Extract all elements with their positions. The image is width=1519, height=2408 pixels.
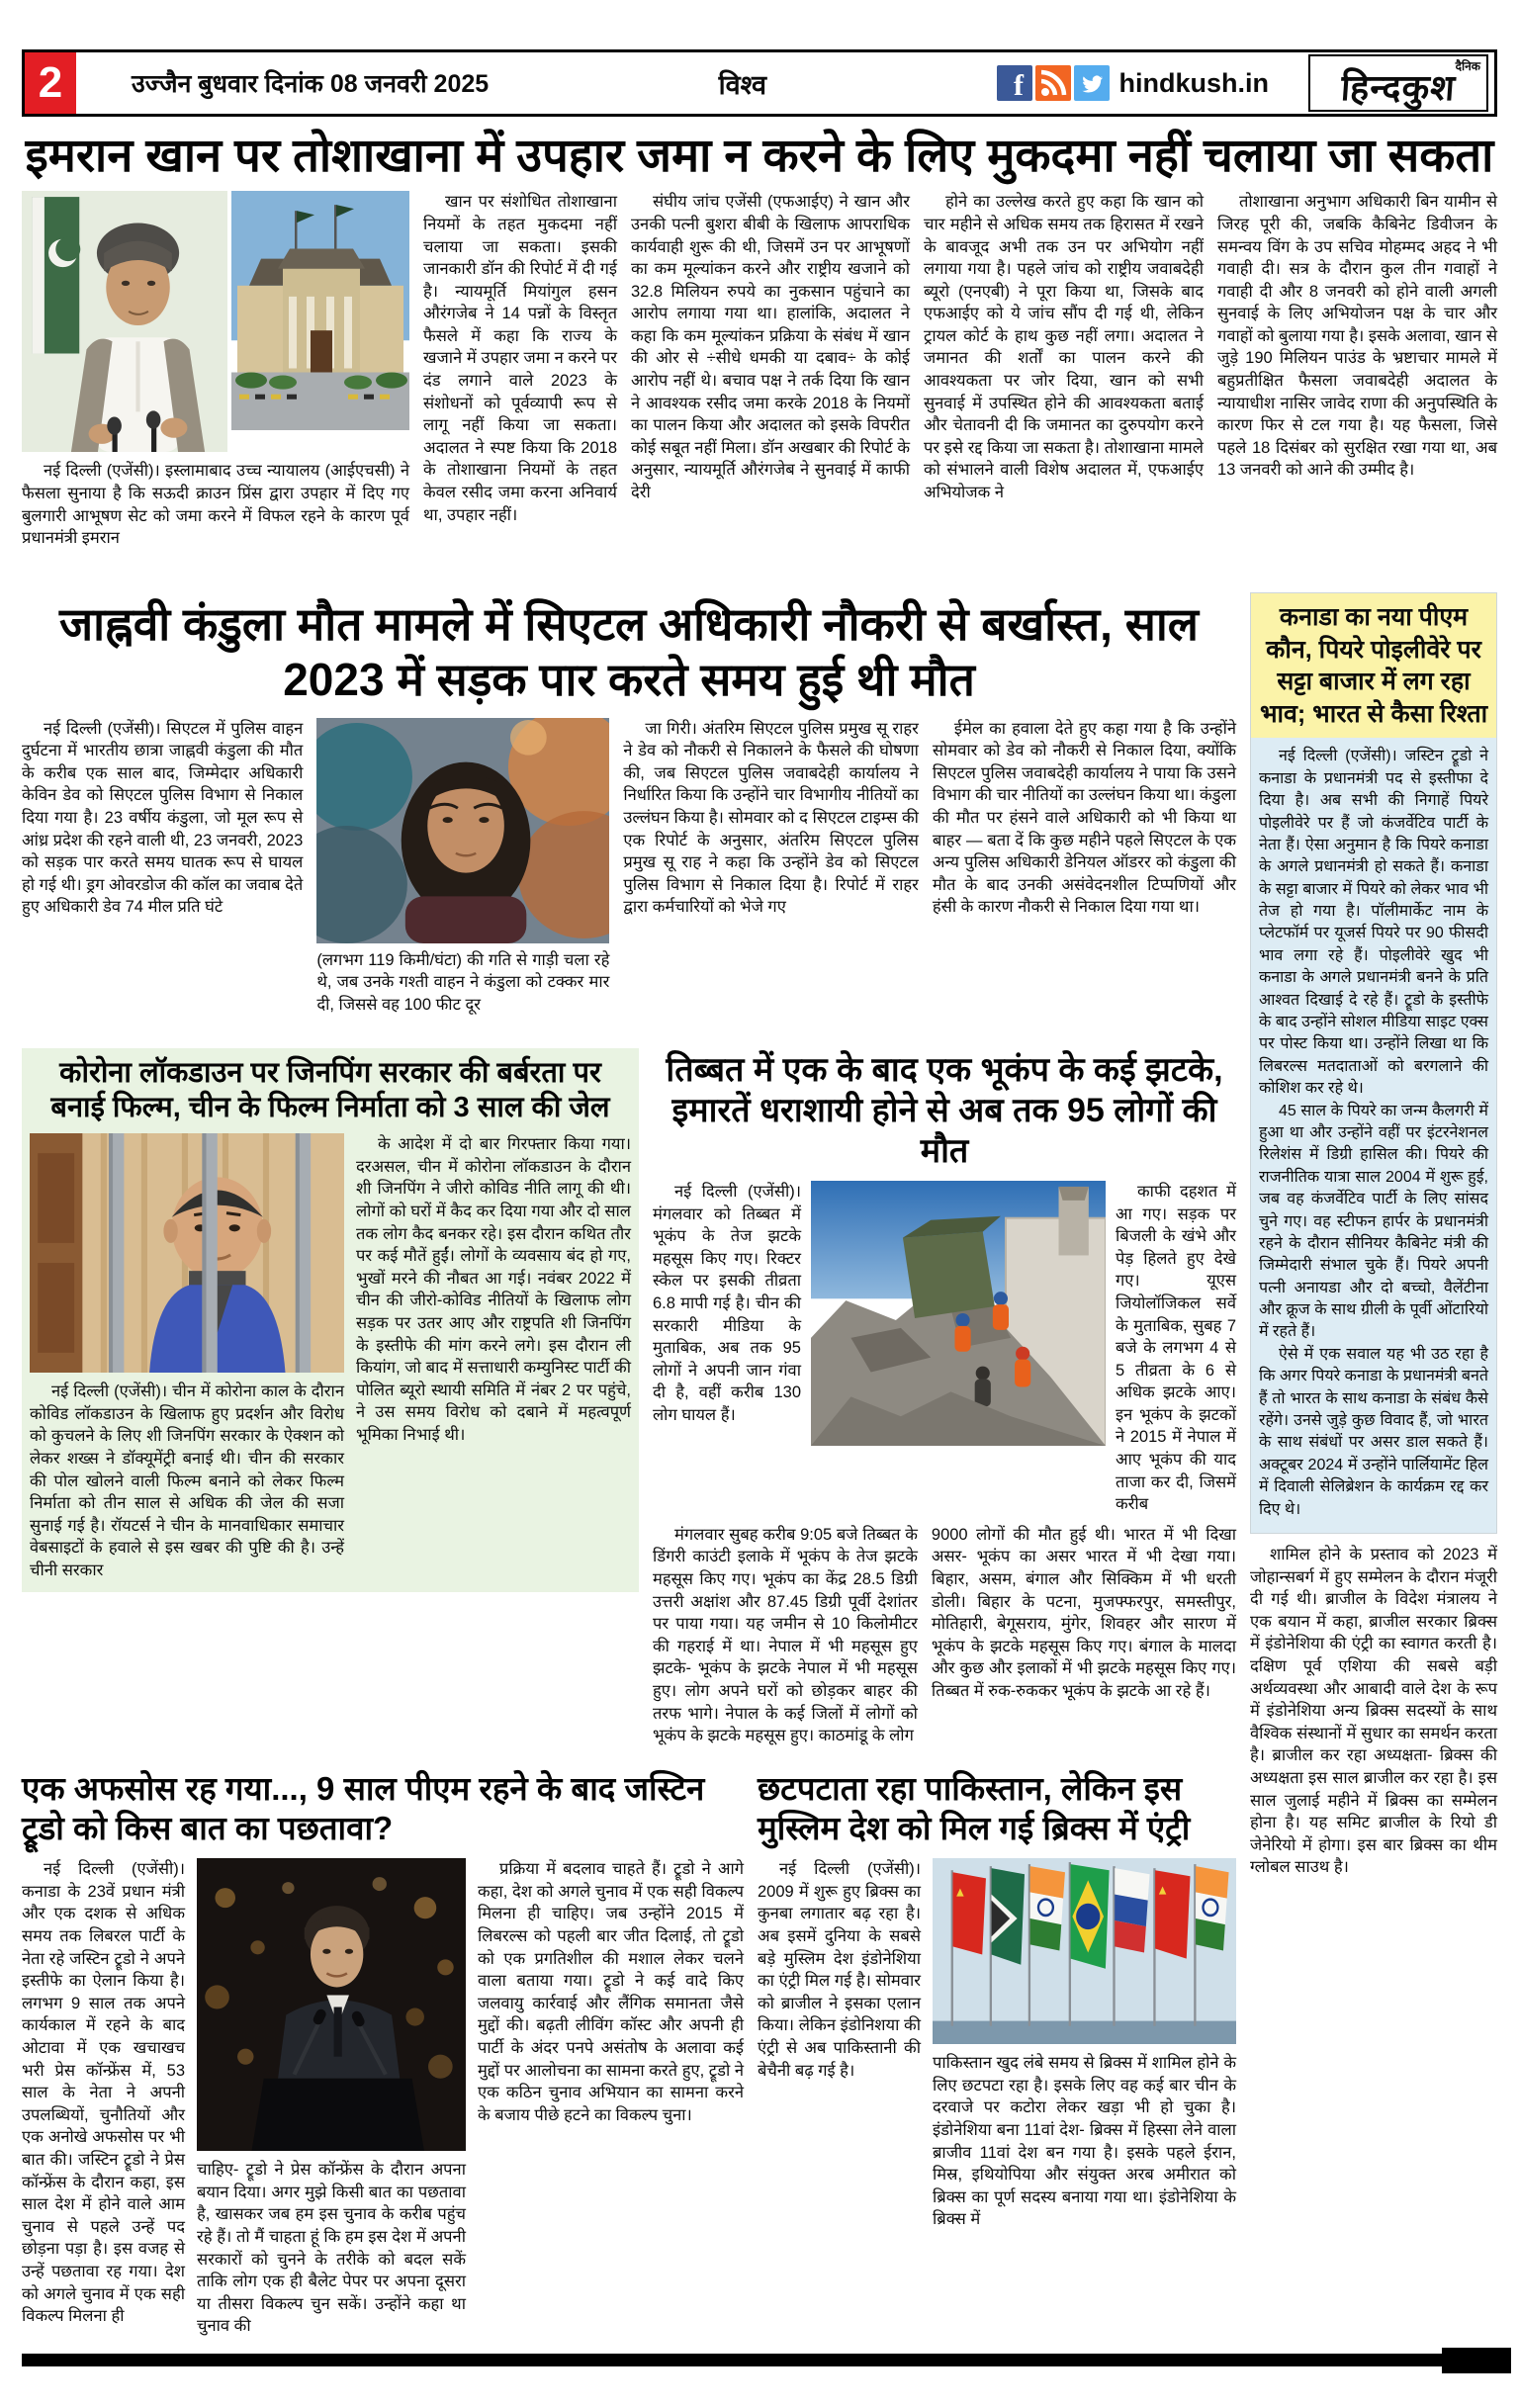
- dateline: उज्जैन बुधवार दिनांक 08 जनवरी 2025: [132, 70, 490, 98]
- islamabad-high-court-photo: [231, 191, 409, 430]
- sidebar-canada-pm: [1250, 592, 1497, 1534]
- sidebar-canada-body: नई दिल्ली (एजेंसी)। जस्टिन ट्रूडो ने कनाडा के प्रधानमंत्री पद से इस्तीफा दे दिया है। अब सभी की निगाहें पियरे पोइलीवेरे पर हैं जो कंजर्वेटिव पार्टी के नेता हैं। ऐसा अनुमान है कि पियरे कनाडा के अगले प्रधानमंत्री हो सकते हैं। कनाडा के सट्टा बाजार में पियरे को लेकर भाव भी तेज हो गया है। पॉलीमार्केट नाम के प्लेटफॉर्म पर यूजर्स पियरे पर 90 फीसदी भाव लगा रहे हैं। पोइलीवेरे खुद भी कनाडा के अगले प्रधानमंत्री बनने के प्रति आश्वत दिखाई दे रहे हैं। ट्रूडो के इस्तीफे के बाद उन्होंने सोशल मीडिया साइट एक्स पर पोस्ट किया था। उन्होंने लिखा था कि लिबरल्स मतदाताओं को बरगलाने की कोशिश कर रहे थे। 45 साल के पियरे का जन्म कैलगरी में हुआ था और उन्होंने वहीं पर इंटरनेशनल रिलेशंस में डिग्री हासिल की। पियरे की राजनीतिक यात्रा साल 2004 में शुरू हुई, जब वह कंजर्वेटिव पार्टी के लिए सांसद चुने गए। वह स्टीफन हार्पर के प्रधानमंत्री रहने के दौरान सीनियर कैबिनेट मंत्री की जिम्मेदारी संभाल चुके हैं। पियरे अपनी पत्नी अनायडा और दो बच्चो, वैलेंटीना और क्रूज के साथ ग्रीली के पूर्वी ओंटारियो में रहते हैं। ऐसे में एक सवाल यह भी उठ रहा है कि अगर पियरे कनाडा के प्रधानमंत्री बनते हैं तो भारत के साथ कनाडा के संबंध कैसे रहेंगे। उनसे जुड़े कुछ विवाद हैं, जो भारत के साथ संबंधों पर असर डाल सकते हैं। अक्टूबर 2024 में उन्होंने पार्लियामेंट हिल में दिवाली सेलिब्रेशन के कार्यक्रम रद्द कर दिए थे।: [1251, 738, 1496, 1533]
- article-trudeau-col3: प्रक्रिया में बदलाव चाहते हैं। ट्रूडो ने आगे कहा, देश को अगले चुनाव में एक सही विकल्प मिलना ही चाहिए। जब उन्होंने 2015 में लिबरल्स को पहली बार जीत दिलाई, तो ट्रूडो को एक प्रगतिशील की मशाल लेकर चलने वाला बताया गया। ट्रूडो ने कई वादे किए जलवायु कार्रवाई और लैंगिक समानता जैसे मुद्दों की। बढ़ती लीविंग कॉस्ट और अपनी ही पार्टी के अंदर पनपे असंतोष के अलावा कई मुद्दों पर आलोचना का सामना करते हुए, ट्रूडो ने एक कठिन चुनाव अभियान का सामना करने के बजाय पीछे हटने का विकल्प चुना।: [478, 1860, 744, 2124]
- tibet-earthquake-photo: [811, 1181, 1106, 1446]
- article-trudeau-regret: [22, 1763, 744, 2338]
- brics-flags-photo: [933, 1858, 1236, 2044]
- article-china-col1: नई दिल्ली (एजेंसी)। चीन में कोरोना काल के दौरान कोविड लॉकडाउन के खिलाफ हुए प्रदर्शन और विरोध को कुचलने के लिए शी जिनपिंग सरकार के ऐक्शन को लेकर शख्स ने डॉक्यूमेंट्री बनाई थी। चीन की सरकार की पोल खोलने वाली फिल्म बनाने को लेकर फिल्म निर्माता को तीन साल से अधिक की जेल की सजा सुनाई गई है। रॉयटर्स ने चीन के मानवाधिकार समाचार वेबसाइटों के हवाले से इस खबर की पुष्टि की है। उन्हें चीनी सरकार: [30, 1382, 344, 1580]
- article-imran-col1: नई दिल्ली (एजेंसी)। इस्लामाबाद उच्च न्यायालय (आईएचसी) ने फैसला सुनाया है कि सऊदी क्राउन प्रिंस द्वारा उपहार में दिए गए बुलगारी आभूषण सेट को जमा करने में विफल रहने के कारण पूर्व प्रधानमंत्री इमरान: [22, 462, 409, 548]
- masthead: [22, 49, 1497, 117]
- article-trudeau-col2: चाहिए- ट्रूडो ने प्रेस कॉन्फ्रेंस के दौरान अपना बयान दिया। अगर मुझे किसी बात का पछतावा है, खासकर जब हम इस चुनाव के करीब पहुंच रहे हैं। तो मैं चाहता हूं कि हम इस देश में अपनी सरकारों को चुनने के तरीके को बदल सकें ताकि लोग एक ही बैलेट पेपर पर अपना दूसरा या तीसरा विकल्प चुन सकें। उन्होंने कहा था चुनाव की: [197, 2161, 466, 2336]
- article-trudeau-col1: नई दिल्ली (एजेंसी)। कनाडा के 23वें प्रधान मंत्री और एक दशक से अधिक समय तक लिबरल पार्टी के नेता रहे जस्टिन ट्रूडो ने अपने इस्तीफे का ऐलान किया है। लगभग 9 साल तक अपने कार्यकाल में रहने के बाद ओटावा में एक खचाखच भरी प्रेस कॉन्फ्रेंस में, 53 साल के नेता ने अपनी उपलब्धियों, चुनौतियों और एक अनोखे अफसोस पर भी बात की। जस्टिन ट्रूडो ने प्रेस कॉन्फ्रेंस के दौरान कहा, इस साल देश में होने वाले आम चुनाव से पहले उन्हें पद छोड़ना पड़ा है। इस वजह से उन्हें पछतावा रह गया। देश को अगले चुनाव में एक सही विकल्प मिलना ही: [22, 1860, 185, 2326]
- article-tibet-below-left: मंगलवार सुबह करीब 9:05 बजे तिब्बत के डिंगरी काउंटी इलाके में भूकंप के तेज झटके महसूस किए गए। भूकंप का केंद्र 28.5 डिग्री उत्तरी अक्षांश और 87.45 डिग्री पूर्वी देशांतर पर पाया गया। यह जमीन से 10 किलोमीटर की गहराई में था। नेपाल में भी महसूस हुए झटके- भूकंप के झटके नेपाल में भी महसूस हुए। लोग अपने घरों को छोड़कर बाहर की तरफ भागे। नेपाल के कई जिलों में लोगों को भूकंप के झटके महसूस हुए। काठमांडू के लोग: [653, 1525, 918, 1745]
- facebook-icon[interactable]: [997, 65, 1032, 101]
- newspaper-logo: [1308, 54, 1488, 112]
- justin-trudeau-photo: [197, 1858, 466, 2151]
- article-imran-col4: होने का उल्लेख करते हुए कहा कि खान को चार महीने से अधिक समय तक हिरासत में रखने के बावजूद अभी तक उन पर अभियोग नहीं लगाया गया है। पहले जांच को राष्ट्रीय जवाबदेही ब्यूरो (एनएबी) ने पूरा किया था, जिसके बाद एफआईए को ये जांच सौंप दी गई थी, लेकिन ट्रायल कोर्ट के हाथ कुछ नहीं लगा। अदालत ने जमानत की शर्तों का पालन करने की आवश्यकता पर जोर दिया, खान को सभी सुनवाई में उपस्थित होने की आवश्यकता बताई और चेतावनी दी कि जमानत का दुरुपयोग करने पर इसे रद्द किया जा सकता है। तोशाखाना मामले को संभालने वाली विशेष अदालत में, एफआईए अभियोजक ने: [924, 193, 1204, 502]
- article-tibet-col1: नई दिल्ली (एजेंसी)। मंगलवार को तिब्बत में भूकंप के तेज झटके महसूस किए गए। रिक्टर स्केल पर इसकी तीव्रता 6.8 मापी गई है। चीन की सरकारी मीडिया के मुताबिक, अब तक 95 लोगों ने अपनी जान गंवा दी है, वहीं करीब 130 लोग घायल हैं।: [653, 1182, 801, 1424]
- article-tibet-col3: काफी दहशत में आ गए। सड़क पर बिजली के खंभे और पेड़ हिलते हुए देखे गए। यूएस जियोलॉजिकल सर्वे के मुताबिक, सुबह 7 बजे के लगभग 4 से 5 तीव्रता के 6 से अधिक झटके आए। इन भूकंप के झटकों ने 2015 में नेपाल में आए भूकंप की याद ताजा कर दी, जिसमें करीब: [1116, 1182, 1236, 1514]
- chinese-filmmaker-jail-photo: [30, 1133, 344, 1373]
- article-brics-col2: पाकिस्तान खुद लंबे समय से ब्रिक्स में शामिल होने के लिए छटपटा रहा है। इसके लिए वह कई बार चीन के दरवाजे पर कटोरा लेकर खड़ा भी हो चुका है। इंडोनेशिया बना 11वां देश- ब्रिक्स में हिस्सा लेने वाला ब्राजीव 11वां देश बन गया है। इसके पहले ईरान, मिस्र, इथियोपिया और संयुक्त अरब अमीरात को ब्रिक्स का पूर्ण सदस्य बनाया गया था। इंडोनेशिया के ब्रिक्स में: [933, 2054, 1236, 2229]
- page-number: 2: [25, 52, 76, 114]
- jahnavi-kandula-photo: [316, 718, 609, 943]
- article-brics-col3: शामिल होने के प्रस्ताव को 2023 में जोहान्सबर्ग में हुए सम्मेलन के दौरान मंजूरी दी गई थी। ब्राजील के विदेश मंत्रालय ने एक बयान में कहा, ब्राजील सरकार ब्रिक्स में इंडोनेशिया की एंट्री का स्वागत करती है। दक्षिण पूर्व एशिया की सबसे बड़ी अर्थव्यवस्था और आबादी वाले देश के रूप में इंडोनेशिया अन्य ब्रिक्स सदस्यों के साथ वैश्विक संस्थानों में सुधार का समर्थन करता है। ब्राजील कर रहा अध्यक्षता- ब्रिक्स की अध्यक्षता इस साल ब्राजील कर रहा है। इस साल जुलाई महीने में ब्रिक्स का सम्मेलन होना है। यह समिट ब्राजील के रियो डी जेनेरियो में होगा। इस बार ब्रिक्स का थीम ग्लोबल साउथ है।: [1250, 1546, 1497, 1877]
- article-china-filmmaker: [22, 1048, 639, 1592]
- sidebar-canada-headline: कनाडा का नया पीएम कौन, पियरे पोइलीवेरे पर सट्टा बाजार में लग रहा भाव; भारत से कैसा रिश्ता: [1251, 593, 1496, 738]
- article-jahnavi-headline: जाह्नवी कंडुला मौत मामले में सिएटल अधिकारी नौकरी से बर्खास्त, साल 2023 में सड़क पार करते समय हुई थी मौत: [59, 598, 1199, 706]
- section-title: विश्व: [718, 69, 767, 100]
- article-imran-col3: संघीय जांच एजेंसी (एफआईए) ने खान और उनकी पत्नी बुशरा बीबी के खिलाफ आपराधिक कार्यवाही शुरू की थी, जिसमें उन पर आभूषणों का कम मूल्यांकन करने और राष्ट्रीय खजाने को 32.8 मिलियन रुपये का नुकसान पहुंचाने का आरोप लगाया गया था। हालांकि, अदालत ने कहा कि कम मूल्यांकन प्रक्रिया के संबंध में खान की ओर से ÷सीधे धमकी या दबाव÷ के कोई आरोप नहीं थे। बचाव पक्ष ने तर्क दिया कि खान ने आवश्यक रसीद जमा करके 2018 के नियमों का पालन किया और अदालत को इसके विपरीत कोई सबूत नहीं मिला। डॉन अखबार की रिपोर्ट के अनुसार, न्यायमूर्ति औरंगजेब ने सुनवाई में काफी देरी: [631, 193, 910, 502]
- bottom-rule: [22, 2354, 1466, 2366]
- article-jahnavi-col3: जा गिरी। अंतरिम सिएटल पुलिस प्रमुख सू राहर ने डेव को नौकरी से निकालने के फैसले की घोषणा की, जब सिएटल पुलिस जवाबदेही कार्यालय ने निर्धारित किया कि उन्होंने चार विभागीय नीतियों का उल्लंघन किया है। सोमवार को द सिएटल टाइम्स की एक रिपोर्ट के अनुसार, अंतरिम सिएटल पुलिस प्रमुख सू राह ने कहा कि उन्होंने डेव को सिएटल पुलिस विभाग से निकाल दिया है। रिपोर्ट में राहर द्वारा कर्मचारियों को भेजे गए: [623, 719, 919, 917]
- svg-text:f: f: [1013, 69, 1024, 101]
- article-trudeau-headline: एक अफसोस रह गया..., 9 साल पीएम रहने के बाद जस्टिन ट्रूडो को किस बात का पछतावा?: [22, 1769, 705, 1847]
- site-url[interactable]: hindkush.in: [1118, 67, 1269, 98]
- article-tibet-headline: तिब्बत में एक के बाद एक भूकंप के कई झटके, इमारतें धराशायी होने से अब तक 95 लोगों की मौत: [666, 1050, 1223, 1171]
- article-jahnavi-col2: (लगभग 119 किमी/घंटा) की गति से गाड़ी चला रहे थे, जब उनके गश्ती वाहन ने कंडुला को टक्कर मार दी, जिससे वह 100 फीट दूर: [316, 950, 610, 1014]
- social-icons: [997, 65, 1110, 101]
- article-imran-col2: खान पर संशोधित तोशाखाना नियमों के तहत मुकदमा नहीं चलाया जा सकता। इसकी जानकारी डॉन की रिपोर्ट में दी गई है। न्यायमूर्ति मियांगुल हसन औरंगजेब ने 14 पन्नों के विस्तृत फैसले में कहा कि राज्य के खजाने में उपहार जमा न करने पर दंड लगाने वाले 2023 के संशोधनों को पूर्वव्यापी रूप से लागू नहीं किया जा सकता। अदालत ने स्पष्ट किया कि 2018 के तोशाखाना नियमों के तहत केवल रसीद जमा करना अनिवार्य था, उपहार नहीं।: [423, 193, 617, 524]
- article-china-headline: कोरोना लॉकडाउन पर जिनपिंग सरकार की बर्बरता पर बनाई फिल्म, चीन के फिल्म निर्माता को 3 साल की जेल: [50, 1056, 610, 1123]
- twitter-icon[interactable]: [1074, 65, 1110, 101]
- article-brics-headline: छटपटाता रहा पाकिस्तान, लेकिन इस मुस्लिम देश को मिल गई ब्रिक्स में एंट्री: [758, 1769, 1191, 1847]
- article-tibet-below-right: 9000 लोगों की मौत हुई थी। भारत में भी दिखा असर- भूकंप का असर भारत में भी देखा गया। बिहार, असम, बंगाल और सिक्किम में भी धरती डोली। बिहार के पटना, मुजफ्फरपुर, समस्तीपुर, मोतिहारी, बेगूसराय, मुंगेर, शिवहर और सारण में भूकंप के झटके महसूस किए गए। बंगाल के मालदा और कुछ और इलाकों में भी झटके महसूस किए गए। तिब्बत में रुक-रुककर भूकंप के झटके आ रहे हैं।: [931, 1525, 1236, 1701]
- logo-title: हिन्दकुश: [1339, 67, 1458, 109]
- article-china-col2: के आदेश में दो बार गिरफ्तार किया गया। दरअसल, चीन में कोरोना लॉकडाउन के दौरान शी जिनपिंग ने जीरो कोविड नीति लागू की थी। लोगों को घरों में कैद कर दिया गया और दो साल तक लोग कैद बनकर रहे। इस दौरान कथित तौर पर कई मौतें हुईं। लोगों के व्यवसाय बंद हो गए, भुखों मरने की नौबत आ गई। नवंबर 2022 में चीन की जीरो-कोविड नीतियों के खिलाफ लोग सड़क पर उतर आए और राष्ट्रपति शी जिनपिंग के इस्तीफे की मांग करने लगे। इस दौरान ली कियांग, जो बाद में सत्ताधारी कम्युनिस्ट पार्टी की पोलित ब्यूरो स्थायी समिति में नंबर 2 पर पहुंचे, ने उस समय विरोध को दबाने में महत्वपूर्ण भूमिका निभाई थी।: [356, 1135, 631, 1445]
- imran-khan-photo: [22, 191, 227, 452]
- article-brics-indonesia: [758, 1763, 1236, 2231]
- article-brics-col1: नई दिल्ली (एजेंसी)। 2009 में शुरू हुए ब्रिक्स का कुनबा लगातार बढ़ रहा है। अब इसमें दुनिया के सबसे बड़े मुस्लिम देश इंडोनेशिया का एंट्री मिल गई है। सोमवार को ब्राजील ने इसका एलान किया। लेकिन इंडोनिशया की एंट्री से अब पाकिस्तानी की बेचैनी बढ़ गई है।: [758, 1860, 921, 2080]
- bottom-rule-stub: [1442, 2348, 1511, 2373]
- article-jahnavi-kandula: [22, 596, 1236, 1033]
- article-jahnavi-col1: नई दिल्ली (एजेंसी)। सिएटल में पुलिस वाहन दुर्घटना में भारतीय छात्रा जाह्नवी कंडुला की मौत के करीब एक साल बाद, जिम्मेदार अधिकारी केविन डेव को सिएटल पुलिस विभाग से निकाल दिया गया है। 23 वर्षीय कंडुला, जो मूल रूप से आंध्र प्रदेश की रहने वाली थी, 23 जनवरी, 2023 को सड़क पार करते समय घातक रूप से घायल हो गई थी। ड्रग ओवरडोज की कॉल का जवाब देते हुए अधिकारी डेव 74 मील प्रति घंटे: [22, 719, 304, 917]
- article-imran-toshakhana: [22, 127, 1497, 586]
- logo-daily-label: दैनिक: [1455, 59, 1480, 73]
- article-jahnavi-col4: ईमेल का हवाला देते हुए कहा गया है कि उन्होंने सोमवार को डेव को नौकरी से निकाल दिया, क्योंकि सिएटल पुलिस जवाबदेही कार्यालय ने पाया कि उसने विभाग की चार नीतियों का उल्लंघन किया था। कंडुला की मौत पर हंसने वाले अधिकारी को भी किया था बाहर — बता दें कि कुछ महीने पहले सिएटल के एक अन्य पुलिस अधिकारी डेनियल ऑडरर को कंडुला की मौत के बाद उनकी असंवेदनशील टिप्पणियों और हंसी के कारण नौकरी से निकाल दिया गया था।: [932, 719, 1236, 917]
- article-imran-headline: इमरान खान पर तोशाखाना में उपहार जमा न करने के लिए मुकदमा नहीं चलाया जा सकता: [25, 129, 1494, 181]
- article-imran-col5: तोशाखाना अनुभाग अधिकारी बिन यामीन से जिरह पूरी की, जबकि कैबिनेट डिवीजन के समन्वय विंग के उप सचिव मोहम्मद अहद ने भी गवाही दी। सत्र के दौरान कुल तीन गवाहों ने गवाही दी और 8 जनवरी को होने वाली अगली सुनवाई के लिए अभियोजन पक्ष के चार और गवाहों को बुलाया गया है। इसके अलावा, खान से जुड़े 190 मिलियन पाउंड के भ्रष्टाचार मामले में बहुप्रतीक्षित फैसला जवाबदेही अदालत के न्यायाधीश नासिर जावेद राणा की अनुपस्थिति के कारण फिर से टल गया है। यह फैसला, जिसे पहले 18 दिसंबर को सुरक्षित रखा गया था, अब 13 जनवरी को आने की उम्मीद है।: [1217, 193, 1497, 480]
- rss-icon[interactable]: [1035, 65, 1071, 101]
- article-tibet-earthquake: [653, 1048, 1236, 1747]
